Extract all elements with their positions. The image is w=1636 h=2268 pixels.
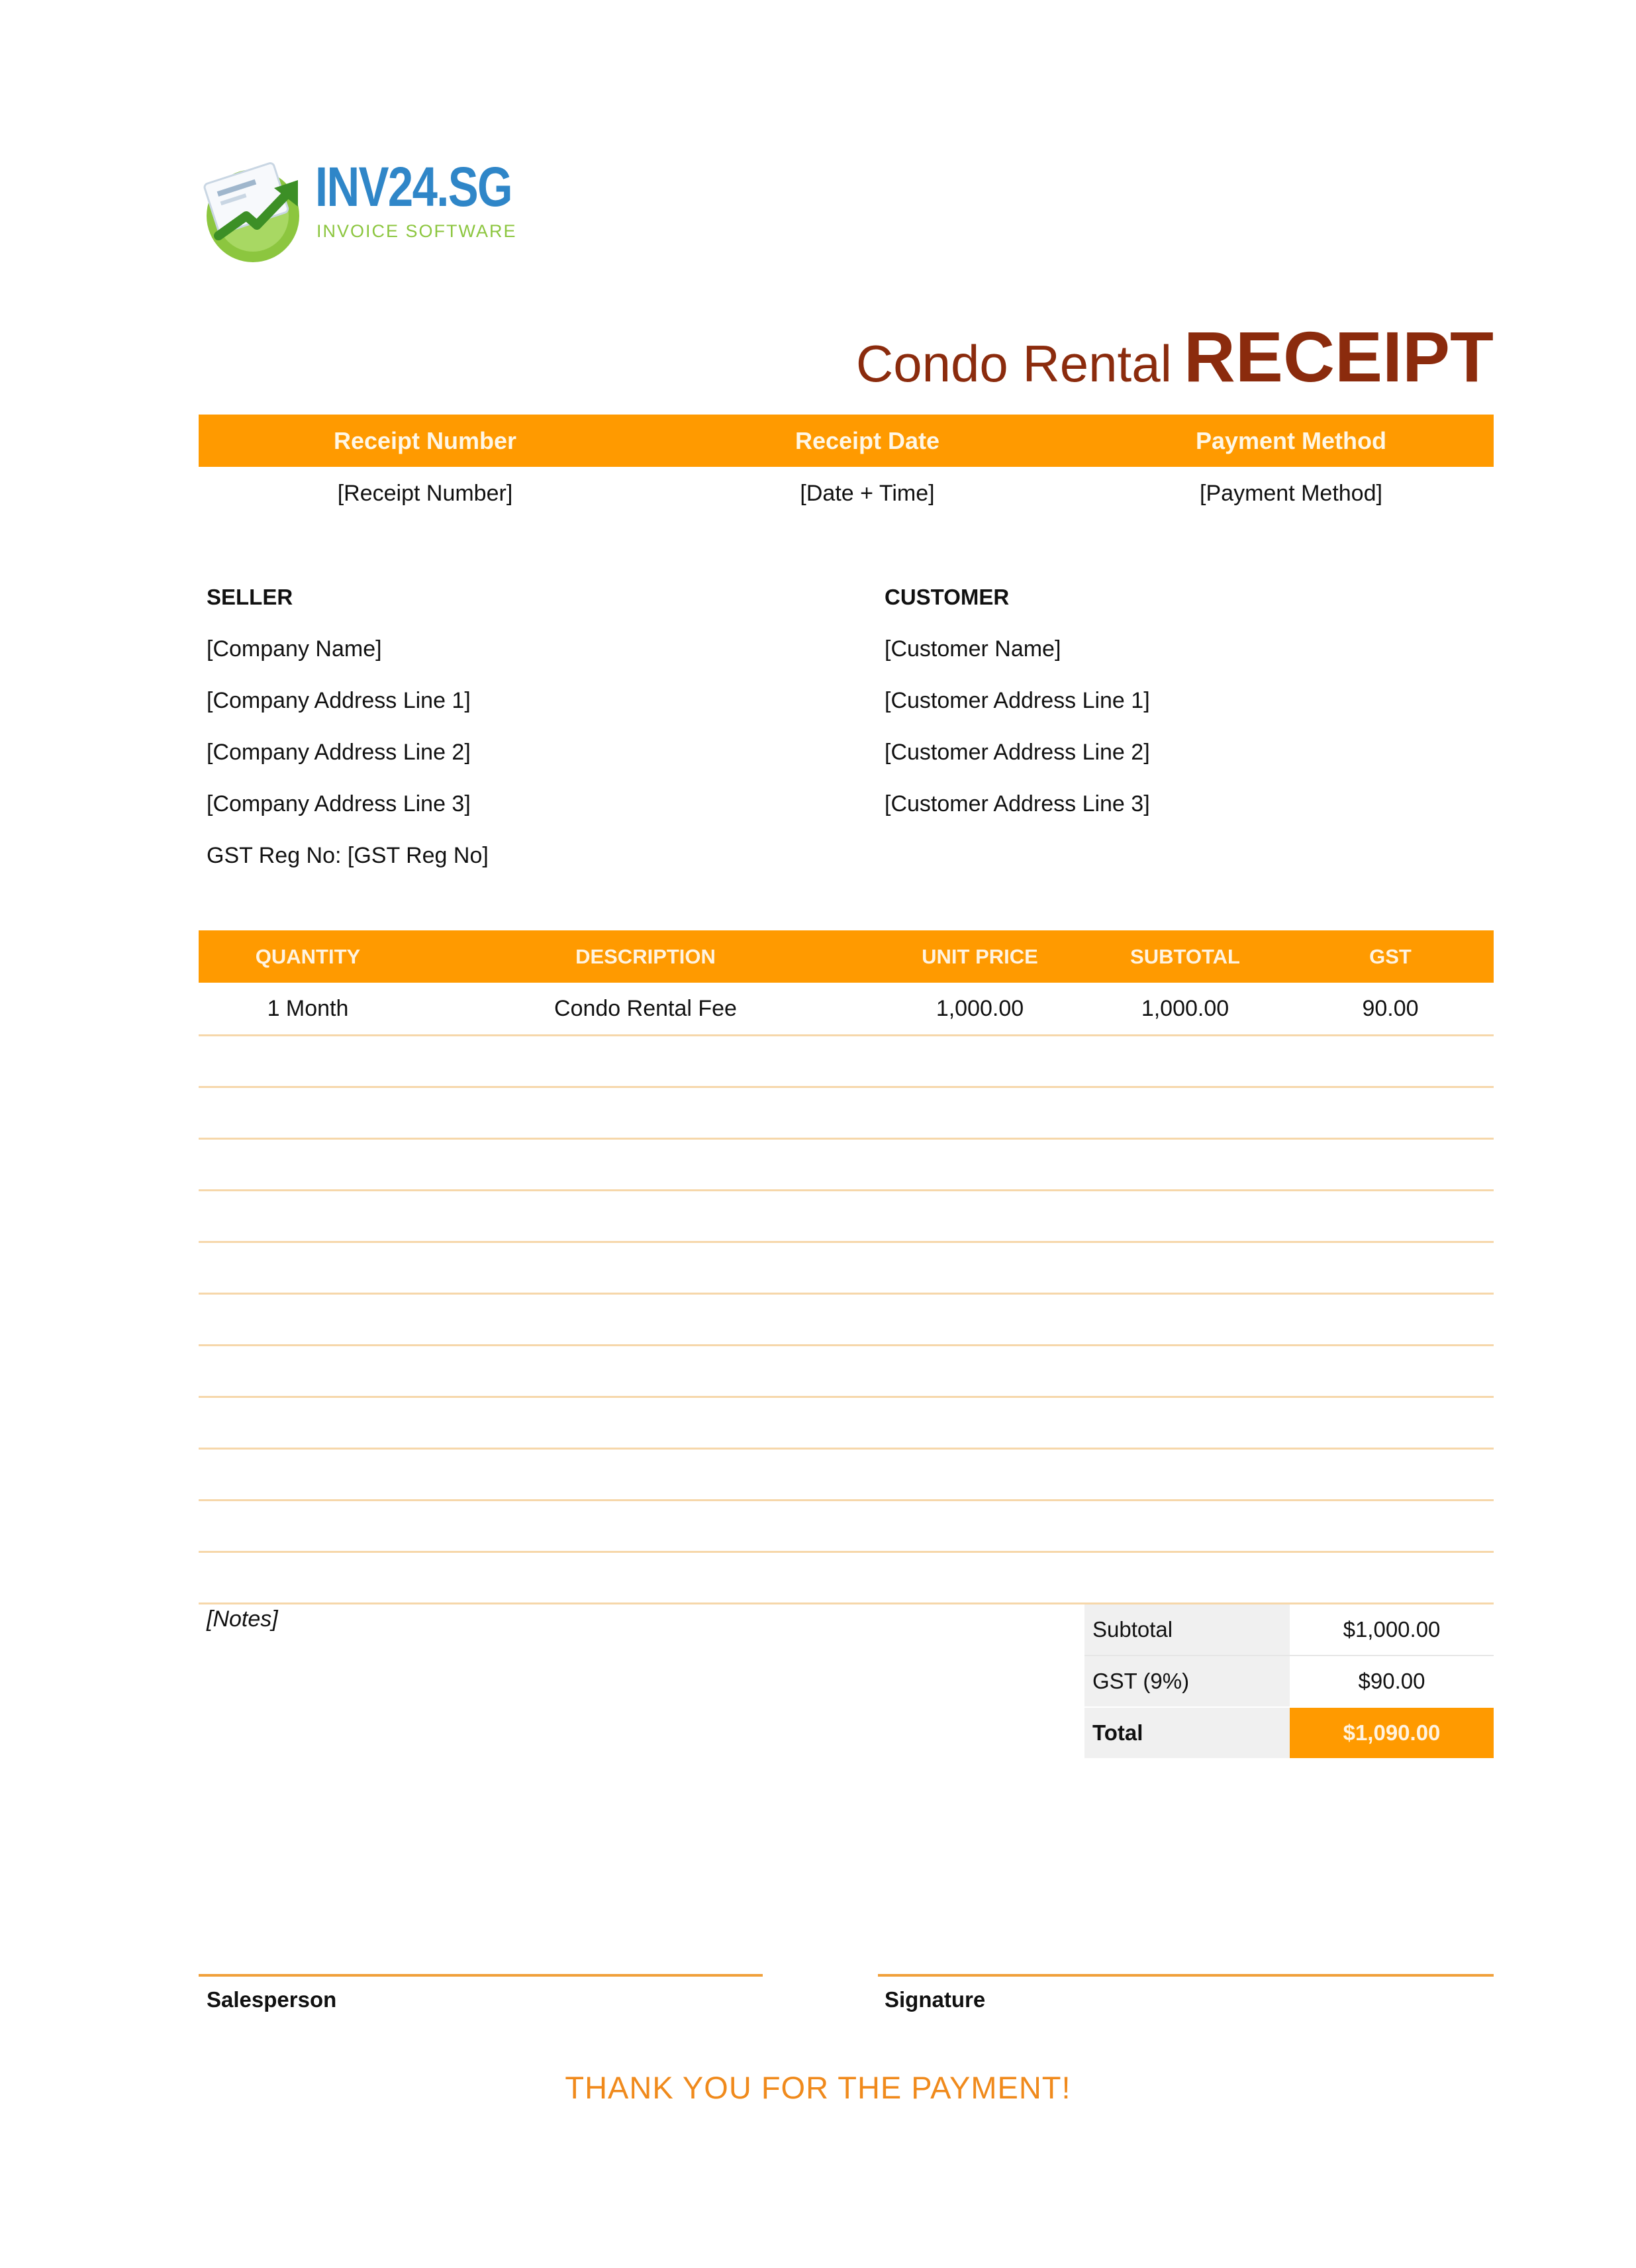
- customer-line: [Customer Address Line 2]: [885, 740, 1150, 765]
- unit-price-column-header: UNIT PRICE: [922, 945, 1038, 968]
- title-prefix: Condo Rental: [855, 334, 1172, 393]
- subtotal-column-header: SUBTOTAL: [1130, 945, 1240, 968]
- receipt-date-value: [Date + Time]: [800, 481, 935, 506]
- payment-method-header: Payment Method: [1195, 427, 1387, 454]
- quantity-column-header: QUANTITY: [255, 945, 361, 968]
- receipt-number-header: Receipt Number: [333, 427, 517, 454]
- row-quantity: 1 Month: [267, 996, 349, 1021]
- subtotal-value: $1,000.00: [1290, 1604, 1494, 1655]
- total-row: [1084, 1708, 1494, 1758]
- logo-mark-icon: [199, 151, 311, 264]
- customer-line: [Customer Name]: [885, 636, 1061, 662]
- gst-value: $90.00: [1290, 1656, 1494, 1706]
- salesperson-label: Salesperson: [207, 1987, 337, 2012]
- subtotal-label: Subtotal: [1092, 1617, 1173, 1642]
- logo-wordmark: INV24.SG: [315, 156, 512, 218]
- seller-line: [Company Address Line 1]: [207, 688, 471, 713]
- logo-tagline: INVOICE SOFTWARE: [316, 221, 517, 241]
- row-divider: [199, 1138, 1494, 1140]
- thank-you-message: THANK YOU FOR THE PAYMENT!: [565, 2070, 1071, 2105]
- subtotal-row: [1084, 1604, 1494, 1655]
- customer-signature-line: [878, 1974, 1494, 1977]
- row-divider: [199, 1448, 1494, 1450]
- seller-line: [Company Address Line 2]: [207, 740, 471, 765]
- row-divider: [199, 1241, 1494, 1243]
- row-divider: [199, 1293, 1494, 1295]
- company-logo: [199, 151, 530, 264]
- payment-method-value: [Payment Method]: [1200, 481, 1382, 506]
- gst-label: GST (9%): [1092, 1669, 1190, 1693]
- row-subtotal: 1,000.00: [1141, 996, 1229, 1021]
- description-column-header: DESCRIPTION: [575, 945, 716, 968]
- seller-heading: SELLER: [207, 585, 293, 609]
- customer-heading: CUSTOMER: [885, 585, 1010, 609]
- seller-gst-reg: GST Reg No: [GST Reg No]: [207, 843, 489, 868]
- gst-row: [1084, 1656, 1494, 1706]
- title-main: RECEIPT: [1183, 317, 1494, 397]
- row-divider: [199, 1396, 1494, 1398]
- customer-line: [Customer Address Line 3]: [885, 791, 1150, 816]
- seller-line: [Company Name]: [207, 636, 382, 662]
- seller-line: [Company Address Line 3]: [207, 791, 471, 816]
- total-label: Total: [1092, 1720, 1143, 1745]
- signature-label: Signature: [885, 1987, 986, 2012]
- gst-column-header: GST: [1369, 945, 1412, 968]
- row-description: Condo Rental Fee: [554, 996, 737, 1021]
- row-divider: [199, 1551, 1494, 1553]
- row-divider: [199, 1499, 1494, 1501]
- document-title: [855, 317, 1494, 397]
- row-gst: 90.00: [1362, 996, 1419, 1021]
- row-divider: [199, 1034, 1494, 1036]
- customer-line: [Customer Address Line 1]: [885, 688, 1150, 713]
- row-divider: [199, 1086, 1494, 1088]
- total-value: $1,090.00: [1290, 1708, 1494, 1758]
- receipt-number-value: [Receipt Number]: [337, 481, 513, 506]
- row-divider: [199, 1189, 1494, 1191]
- receipt-date-header: Receipt Date: [794, 427, 940, 454]
- salesperson-signature-line: [199, 1974, 763, 1977]
- row-unit-price: 1,000.00: [936, 996, 1024, 1021]
- row-divider: [199, 1344, 1494, 1346]
- notes-text: [Notes]: [207, 1606, 278, 1632]
